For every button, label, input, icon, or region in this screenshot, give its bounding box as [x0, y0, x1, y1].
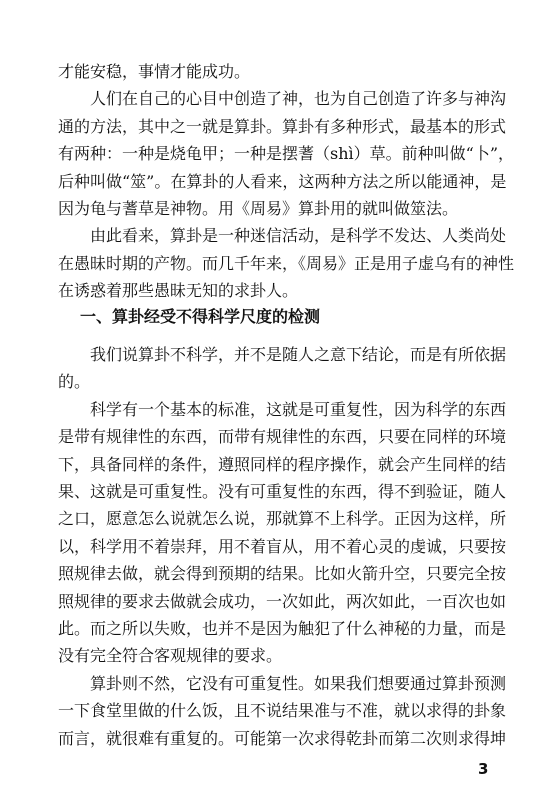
- text-line: 人们在自己的心目中创造了神，也为自己创造了许多与神沟: [58, 89, 507, 109]
- text-line: 在诱惑着那些愚昧无知的求卦人。: [58, 281, 299, 301]
- text-line: 是带有规律性的东西，而带有规律性的东西，只要在同样的环境: [58, 427, 507, 447]
- text-line: 由此看来，算卦是一种迷信活动，是科学不发达、人类尚处: [58, 226, 507, 246]
- text-line: 此。而之所以失败，也并不是因为触犯了什么神秘的力量，而是: [58, 619, 507, 638]
- text-line: 科学有一个基本的标准，这就是可重复性，因为科学的东西: [58, 399, 507, 419]
- text-line: 我们说算卦不科学，并不是随人之意下结论，而是有所依据: [58, 345, 507, 364]
- text-line: 而言，就很难有重复的。可能第一次求得乾卦而第二次则求得坤: [58, 728, 507, 748]
- text-line: 照规律的要求去做就会成功，一次如此，两次如此，一百次也如: [58, 591, 507, 611]
- text-line: 之口，愿意怎么说就怎么说，那就算不上科学。正因为这样，所: [58, 509, 507, 529]
- text-line: 后种叫做“筮”。在算卦的人看来，这两种方法之所以能通神，是: [58, 171, 507, 191]
- text-line: 以，科学用不着崇拜，用不着盲从，用不着心灵的虔诚，只要按: [58, 536, 507, 556]
- text-line: 的。: [58, 372, 91, 392]
- text-line: 有两种：一种是烧龟甲；一种是摆蓍（shì）草。前种叫做“卜”，: [58, 144, 514, 164]
- text-line: 通的方法，其中之一就是算卦。算卦有多种形式，最基本的形式: [58, 116, 507, 136]
- page-number: 3: [478, 760, 489, 778]
- text-line: 在愚昧时期的产物。而几千年来，《周易》正是用子虚乌有的神性: [58, 253, 515, 273]
- text-line: 一下食堂里做的什么饭，且不说结果准与不准，就以求得的卦象: [58, 701, 507, 721]
- text-line: 没有完全符合客观规律的要求。: [58, 646, 283, 666]
- text-line: 下，具备同样的条件，遵照同样的程序操作，就会产生同样的结: [58, 454, 507, 474]
- text-line: 因为龟与蓍草是神物。用《周易》算卦用的就叫做筮法。: [58, 199, 459, 218]
- text-line: 才能安稳，事情才能成功。: [58, 62, 251, 81]
- section-heading: 一、算卦经受不得科学尺度的检测: [80, 307, 321, 326]
- text-line: 果、这就是可重复性。没有可重复性的东西，得不到验证，随人: [58, 482, 507, 501]
- text-line: 算卦则不然，它没有可重复性。如果我们想要通过算卦预测: [58, 673, 507, 693]
- text-line: 照规律去做，就会得到预期的结果。比如火箭升空，只要完全按: [58, 564, 507, 584]
